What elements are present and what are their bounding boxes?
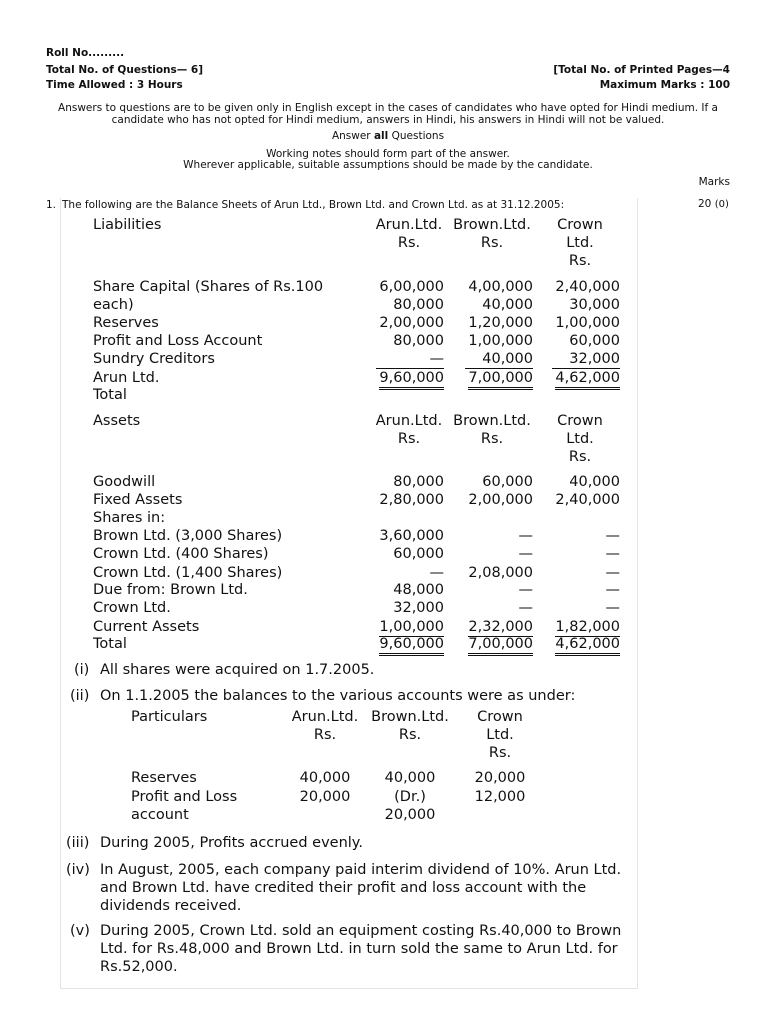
note-text: During 2005, Crown Ltd. sold an equipment costing Rs.40,000 to Brown [100,923,622,939]
note-text: In August, 2005, each company paid interim dividend of 10%. Arun Ltd. [100,862,622,878]
question-number: 1. [46,199,57,211]
table-cell: 1,00,000 [555,315,620,331]
instruction-line-2: candidate who has not opted for Hindi medium, answers in Hindi, his answers in Hindi will not be valued. [111,114,665,126]
total-pages: [Total No. of Printed Pages—4 [553,64,730,76]
table-cell: 7,00,000 [468,635,533,656]
table-row-label: Shares in: [93,510,166,526]
col-head-brown: Brown.Ltd. Rs. [371,709,449,743]
liabilities-heading: Liabilities [93,217,162,233]
total-questions: Total No. of Questions— 6] [46,64,204,76]
table-row-label: Crown Ltd. (400 Shares) [93,546,269,562]
table-cell: — [376,350,444,369]
particulars-heading: Particulars [131,709,208,725]
table-cell: 2,00,000 [468,492,533,508]
table-cell: 1,00,000 [468,333,533,349]
table-cell: 80,000 [393,333,444,349]
table-cell: 60,000 [393,546,444,562]
table-cell: — [518,600,533,616]
table-cell: 2,80,000 [379,492,444,508]
table-row-label: Sundry Creditors [93,351,215,367]
table-cell: 40,000 [465,350,533,369]
roll-no: Roll No......... [46,47,125,59]
table-cell: — [605,582,620,598]
table-row-label: Reserves [131,770,197,786]
note-text: dividends received. [100,898,242,914]
col-head-brown: Brown.Ltd. Rs. [453,413,531,447]
table-cell: 1,82,000 [555,619,620,635]
col-head-crown: Crown Ltd. Rs. [557,413,603,465]
note-number: (iii) [66,835,90,851]
table-row-label: Goodwill [93,474,156,490]
table-cell: 32,000 [552,350,620,369]
table-cell: 4,62,000 [555,369,620,390]
table-cell: — [605,528,620,544]
table-row-label: account [131,807,189,823]
table-row-label: Arun Ltd. [93,370,160,386]
table-cell: 48,000 [393,582,444,598]
table-cell: — [518,546,533,562]
table-cell: — [605,600,620,616]
table-cell: 9,60,000 [379,635,444,656]
note-text: During 2005, Profits accrued evenly. [100,835,363,851]
col-head-crown: Crown Ltd. Rs. [557,217,603,269]
table-cell: 40,000 [384,770,436,786]
table-cell: 9,60,000 [379,369,444,390]
table-cell: — [429,565,444,581]
assets-heading: Assets [93,413,141,429]
marks-label: Marks [698,176,730,188]
assumptions-instruction: Wherever applicable, suitable assumptions should be made by the candidate. [183,159,593,171]
table-row-label: Profit and Loss Account [93,333,263,349]
instruction-line-1: Answers to questions are to be given only in English except in the cases of candidates who have opted for Hindi medium. If a [58,102,718,114]
table-row-label: Reserves [93,315,159,331]
question-text: The following are the Balance Sheets of Arun Ltd., Brown Ltd. and Crown Ltd. as at 31.12.2005: [62,199,565,211]
table-row-label: Due from: Brown Ltd. [93,582,248,598]
table-row-label: Current Assets [93,619,200,635]
note-number: (ii) [70,688,90,704]
table-cell: 7,00,000 [468,369,533,390]
table-cell: — [605,546,620,562]
table-row-label: Crown Ltd. [93,600,171,616]
table-cell: 40,000 [482,297,533,313]
table-cell: 3,60,000 [379,528,444,544]
table-row-label: Fixed Assets [93,492,183,508]
table-cell: 40,000 [299,770,351,786]
note-text: and Brown Ltd. have credited their profit and loss account with the [100,880,587,896]
table-cell: 2,40,000 [555,492,620,508]
table-cell: 1,20,000 [468,315,533,331]
table-row-label: Total [93,387,127,403]
table-cell: — [605,565,620,581]
note-number: (iv) [66,862,90,878]
table-row-label: Crown Ltd. (1,400 Shares) [93,565,283,581]
table-cell: 40,000 [569,474,620,490]
note-text: On 1.1.2005 the balances to the various accounts were as under: [100,688,576,704]
table-row-label: Share Capital (Shares of Rs.100 [93,279,324,295]
table-cell: 20,000 [474,770,526,786]
table-cell: 2,08,000 [468,565,533,581]
table-cell: 6,00,000 [379,279,444,295]
table-cell: 2,40,000 [555,279,620,295]
question-marks: 20 (0) [698,198,729,210]
table-cell: 20,000 [299,789,351,805]
answer-all-instruction: Answer all Questions [331,130,445,142]
table-cell: (Dr.) [394,789,426,805]
col-head-brown: Brown.Ltd. Rs. [453,217,531,251]
note-text: Rs.52,000. [100,959,178,975]
table-cell: 60,000 [482,474,533,490]
table-cell: 30,000 [569,297,620,313]
maximum-marks: Maximum Marks : 100 [599,79,730,91]
table-cell: 2,00,000 [379,315,444,331]
table-row-label: Profit and Loss [131,789,238,805]
table-cell: 32,000 [393,600,444,616]
table-cell: 4,00,000 [468,279,533,295]
table-cell: 4,62,000 [555,635,620,656]
table-cell: 12,000 [474,789,526,805]
table-cell: — [518,528,533,544]
table-cell: 80,000 [393,474,444,490]
col-head-crown: Crown Ltd. Rs. [477,709,523,761]
working-notes-instruction: Working notes should form part of the answer. [266,148,510,160]
note-number: (v) [70,923,90,939]
table-cell: 60,000 [569,333,620,349]
table-cell: 1,00,000 [379,619,444,635]
table-cell: — [518,582,533,598]
col-head-arun: Arun.Ltd. Rs. [375,413,443,447]
note-text: All shares were acquired on 1.7.2005. [100,662,375,678]
note-number: (i) [74,662,90,678]
col-head-arun: Arun.Ltd. Rs. [375,217,443,251]
table-row-label: Total [93,636,127,652]
table-cell: 80,000 [393,297,444,313]
table-cell: 20,000 [384,807,436,823]
time-allowed: Time Allowed : 3 Hours [46,79,183,91]
note-text: Ltd. for Rs.48,000 and Brown Ltd. in turn sold the same to Arun Ltd. for [100,941,618,957]
table-row-label: Brown Ltd. (3,000 Shares) [93,528,283,544]
table-row-label: each) [93,297,134,313]
table-cell: 2,32,000 [468,619,533,635]
col-head-arun: Arun.Ltd. Rs. [291,709,359,743]
